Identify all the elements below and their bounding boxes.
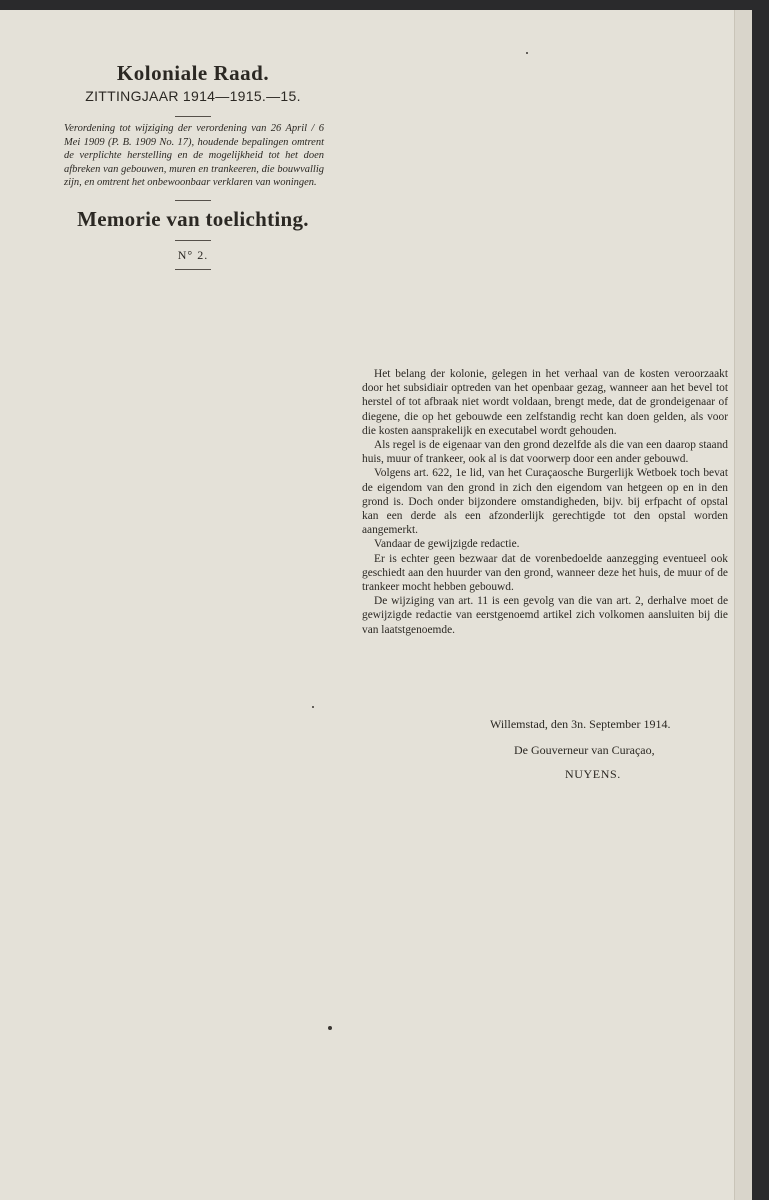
divider xyxy=(175,240,211,241)
document-title: Memorie van toelichting. xyxy=(77,206,309,231)
body-text xyxy=(362,367,728,637)
paragraph: De wijziging van art. 11 is een gevolg van die van art. 2, derhalve moet de gewijzigde redactie van eerstgenoemd artikel zich volkomen aansluiten bij die van laatstgenoemde. xyxy=(362,595,728,636)
place-date: Willemstad, den 3n. September 1914. xyxy=(490,717,671,731)
header-block xyxy=(58,60,328,270)
council-name: Koloniale Raad. xyxy=(116,61,270,85)
paper-speck xyxy=(312,706,314,708)
divider xyxy=(175,116,211,117)
paragraph: Het belang der kolonie, gelegen in het verhaal van de kosten veroorzaakt door het subsidiair optreden van het openbaar gezag, wanneer aan het bevel tot herstel of tot afbraak niet wordt voldaan, brengt mede, dat de grondeigenaar of diegene, die op het gebouwde een zelfstandig recht kan doen gelden, als voor die kosten aansprakelijk en executabel wordt gehouden. xyxy=(362,368,728,437)
paragraph: Er is echter geen bezwaar dat de vorenbedoelde aanzegging eventueel ook geschiedt aan den huurder van den grond, wanneer deze het huis, de muur of de trankeer mocht hebben gebouwd. xyxy=(362,552,728,594)
paper-speck xyxy=(526,52,528,54)
session-line: ZITTINGJAAR 1914—1915.—15. xyxy=(85,88,301,104)
document-page xyxy=(0,10,752,1200)
divider xyxy=(175,200,211,201)
paper-speck xyxy=(328,1026,332,1030)
page-edge xyxy=(734,10,752,1200)
document-number: N° 2. xyxy=(177,247,209,262)
signatory-name: NUYENS. xyxy=(565,767,621,781)
paragraph: Als regel is de eigenaar van den grond dezelfde als die van een daarop staand huis, muur of trankeer, ook al is dat voorwerp door een ander gebouwd. xyxy=(362,439,728,466)
signatory-title: De Gouverneur van Curaçao, xyxy=(514,743,655,757)
subject-text: Verordening tot wijziging der verordening van 26 April / 6 Mei 1909 (P. B. 1909 No. 17), houdende bepalingen omtrent de verplichte herstelling en de mogelijkheid tot het doen afbreken van gebouwen, muren en trankeeren, die bouwvallig zijn, en omtrent het onbewoonbaar verklaren van woningen. xyxy=(64,123,324,189)
paragraph: Volgens art. 622, 1e lid, van het Curaçaosche Burgerlijk Wetboek toch bevat de eigendom van den grond in zich den eigendom van hetgeen op en in den grond is. Doch onder bijzondere omstandigheden, bijv. bij erfpacht of opstal kan een derde als een afzonderlijk gerechtigde tot den opstal worden aangemerkt. xyxy=(362,467,728,537)
paragraph: Vandaar de gewijzigde redactie. xyxy=(374,538,520,551)
divider xyxy=(175,269,211,270)
